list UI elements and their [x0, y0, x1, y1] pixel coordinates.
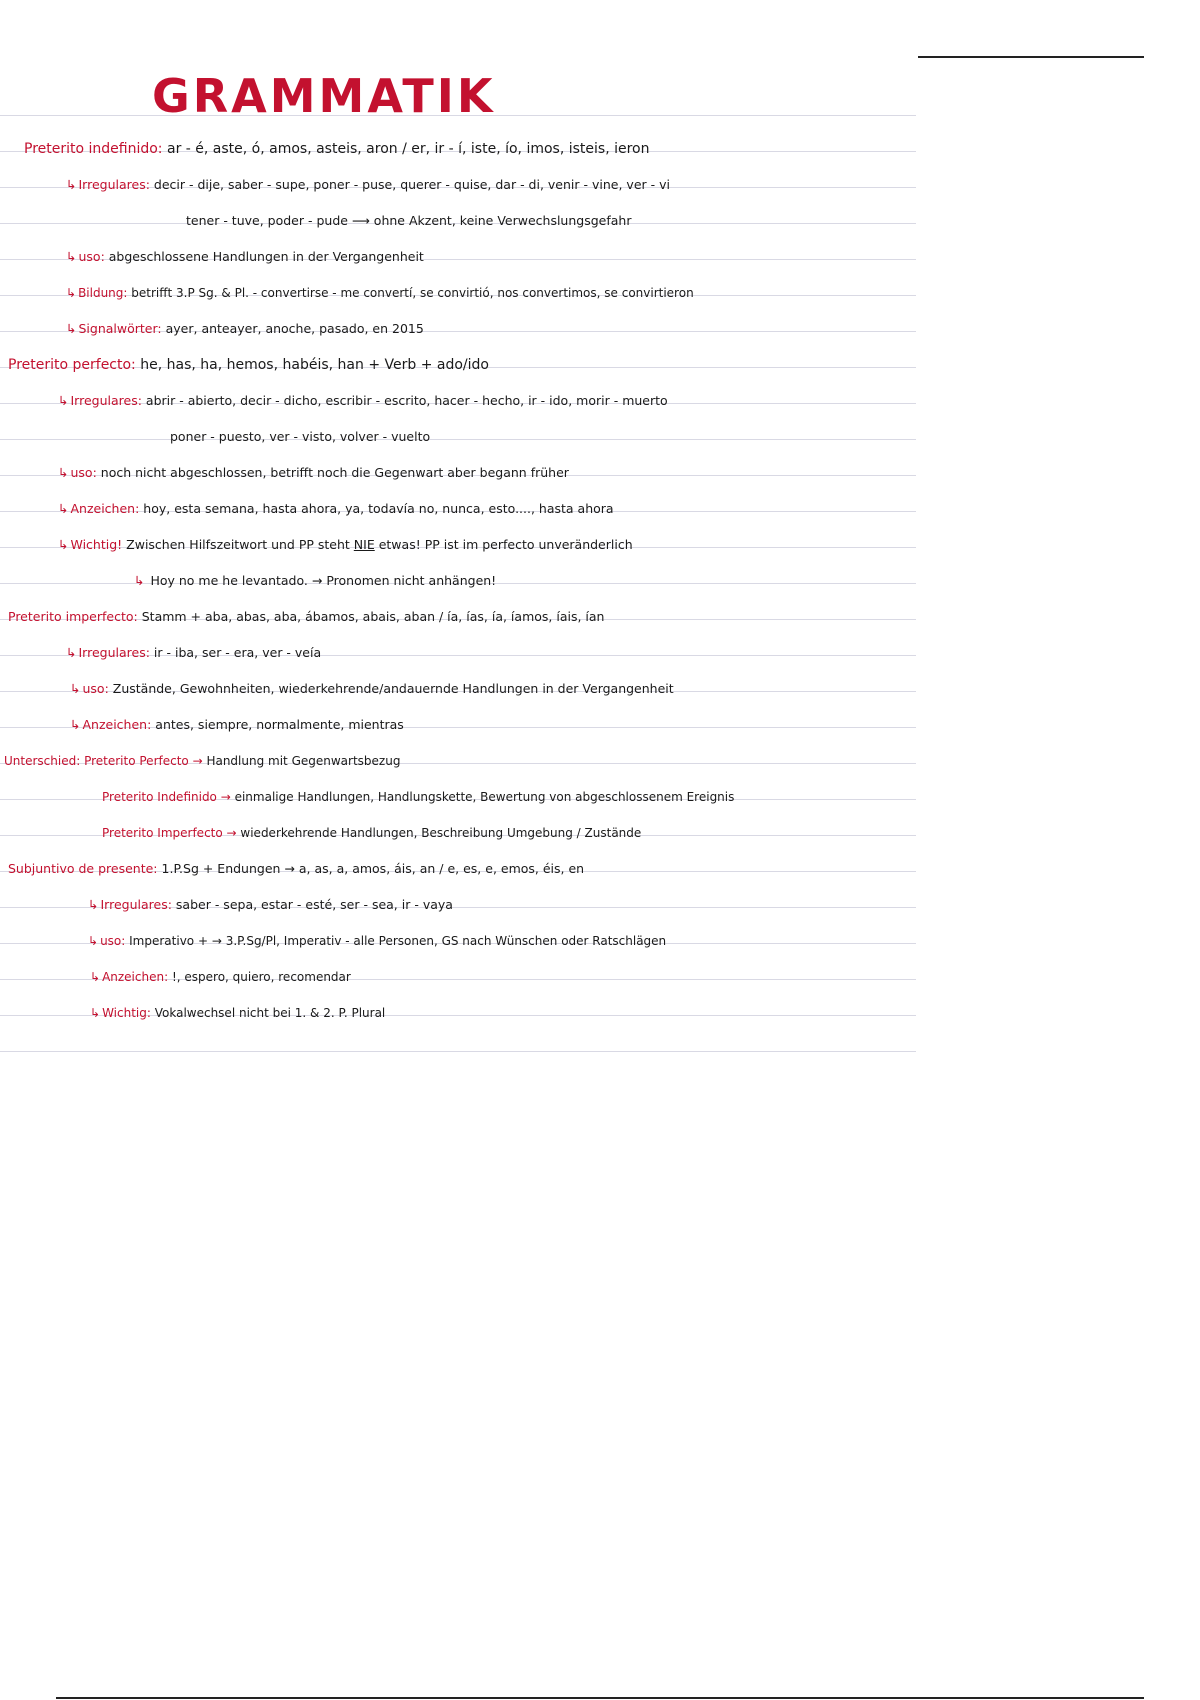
note-line	[186, 203, 631, 239]
section-label: Subjuntivo de presente:	[8, 861, 158, 876]
sub-label: Anzeichen:	[82, 717, 152, 732]
note-line	[4, 743, 400, 779]
note-line	[58, 527, 633, 563]
note-line	[102, 779, 734, 815]
arrow-hook-icon: ↳	[90, 1006, 101, 1020]
note-text: Imperativo + → 3.P.Sg/Pl, Imperativ - alle Personen, GS nach Wünschen oder Ratschlägen	[129, 934, 667, 948]
note-line	[66, 239, 424, 275]
note-text: decir - dije, saber - supe, poner - puse, querer - quise, dar - di, venir - vine, ver - vi	[153, 177, 670, 192]
note-line	[58, 455, 569, 491]
note-text: Handlung mit Gegenwartsbezug	[206, 754, 401, 768]
note-text: tener - tuve, poder - pude ⟶ ohne Akzent, keine Verwechslungsgefahr	[186, 213, 632, 228]
emphasis-text: NIE	[353, 537, 375, 552]
sub-label: uso:	[82, 681, 109, 696]
sub-label: Wichtig:	[102, 1006, 151, 1020]
note-line	[88, 923, 666, 959]
sub-label: Irregulares:	[70, 393, 142, 408]
note-text: ayer, anteayer, anoche, pasado, en 2015	[165, 321, 424, 336]
note-text: Zustände, Gewohnheiten, wiederkehrende/andauernde Handlungen in der Vergangenheit	[112, 681, 674, 696]
note-line	[58, 383, 668, 419]
footer-rule	[56, 1697, 1144, 1699]
note-text: Zwischen Hilfszeitwort und PP steht	[126, 537, 350, 552]
arrow-hook-icon: ↳	[66, 249, 77, 264]
arrow-hook-icon: ↳	[66, 286, 77, 300]
note-line	[70, 671, 674, 707]
note-line	[8, 347, 489, 383]
arrow-hook-icon: ↳	[88, 897, 99, 912]
note-text: Stamm + aba, abas, aba, ábamos, abais, aban / ía, ías, ía, íamos, íais, ían	[141, 609, 605, 624]
note-line	[70, 707, 404, 743]
note-text: hoy, esta semana, hasta ahora, ya, todavía no, nunca, esto...., hasta ahora	[143, 501, 614, 516]
note-text: poner - puesto, ver - visto, volver - vuelto	[170, 429, 431, 444]
note-text: antes, siempre, normalmente, mientras	[155, 717, 404, 732]
note-text: abrir - abierto, decir - dicho, escribir - escrito, hacer - hecho, ir - ido, morir - muerto	[145, 393, 668, 408]
sub-label: Anzeichen:	[70, 501, 140, 516]
note-line	[134, 563, 496, 599]
sub-label: Irregulares:	[100, 897, 172, 912]
note-text: Hoy no me he levantado. → Pronomen nicht anhängen!	[150, 573, 497, 588]
note-text: Vokalwechsel nicht bei 1. & 2. P. Plural	[154, 1006, 386, 1020]
sub-label: Irregulares:	[78, 177, 150, 192]
note-line	[66, 167, 670, 203]
note-text: abgeschlossene Handlungen in der Vergangenheit	[108, 249, 424, 264]
header-rule	[918, 56, 1144, 58]
sub-label: Bildung:	[78, 286, 128, 300]
sub-label: uso:	[100, 934, 126, 948]
arrow-hook-icon: ↳	[88, 934, 99, 948]
arrow-hook-icon: ↳	[66, 321, 77, 336]
note-line	[66, 311, 424, 347]
note-line	[102, 815, 641, 851]
note-text: !, espero, quiero, recomendar	[171, 970, 351, 984]
note-line	[170, 419, 430, 455]
arrow-hook-icon: ↳	[134, 573, 145, 588]
arrow-hook-icon: ↳	[70, 681, 81, 696]
note-text: etwas! PP ist im perfecto unveränderlich	[378, 537, 633, 552]
sub-label: Preterito Imperfecto →	[102, 826, 237, 840]
arrow-hook-icon: ↳	[58, 393, 69, 408]
note-line	[88, 887, 453, 923]
sub-label: Anzeichen:	[102, 970, 169, 984]
note-text: betrifft 3.P Sg. & Pl. - convertirse - me convertí, se convirtió, nos convertimos, se convirtieron	[131, 286, 694, 300]
section-label: Preterito indefinido:	[24, 141, 163, 157]
arrow-hook-icon: ↳	[58, 537, 69, 552]
note-line	[90, 995, 385, 1031]
sub-label: uso:	[78, 249, 105, 264]
note-text: ar - é, aste, ó, amos, asteis, aron / er, ir - í, iste, ío, imos, isteis, ieron	[166, 141, 650, 157]
section-label: Preterito imperfecto:	[8, 609, 138, 624]
sub-label: uso:	[70, 465, 97, 480]
note-line	[66, 635, 321, 671]
note-line	[8, 851, 584, 887]
sub-label: Wichtig!	[70, 537, 123, 552]
arrow-hook-icon: ↳	[58, 465, 69, 480]
arrow-hook-icon: ↳	[58, 501, 69, 516]
note-line	[58, 491, 614, 527]
note-text: 1.P.Sg + Endungen → a, as, a, amos, áis, an / e, es, e, emos, éis, en	[161, 861, 585, 876]
note-text: saber - sepa, estar - esté, ser - sea, ir - vaya	[175, 897, 453, 912]
sub-label: Irregulares:	[78, 645, 150, 660]
page-title: GRAMMATIK	[152, 69, 496, 123]
arrow-hook-icon: ↳	[66, 645, 77, 660]
note-text: noch nicht abgeschlossen, betrifft noch die Gegenwart aber begann früher	[100, 465, 569, 480]
arrow-hook-icon: ↳	[70, 717, 81, 732]
note-text: einmalige Handlungen, Handlungskette, Bewertung von abgeschlossenem Ereignis	[234, 790, 735, 804]
note-text: ir - iba, ser - era, ver - veía	[153, 645, 322, 660]
sub-label: Preterito Indefinido →	[102, 790, 231, 804]
note-line	[90, 959, 351, 995]
sub-label: Preterito Perfecto →	[84, 754, 203, 768]
arrow-hook-icon: ↳	[90, 970, 101, 984]
section-label: Preterito perfecto:	[8, 357, 136, 373]
note-line	[66, 275, 694, 311]
note-line	[8, 599, 604, 635]
note-text: wiederkehrende Handlungen, Beschreibung Umgebung / Zustände	[240, 826, 642, 840]
note-line	[24, 131, 650, 167]
section-label: Unterschied:	[4, 754, 81, 768]
note-text: he, has, ha, hemos, habéis, han + Verb + ado/ido	[140, 357, 489, 373]
sub-label: Signalwörter:	[78, 321, 162, 336]
arrow-hook-icon: ↳	[66, 177, 77, 192]
